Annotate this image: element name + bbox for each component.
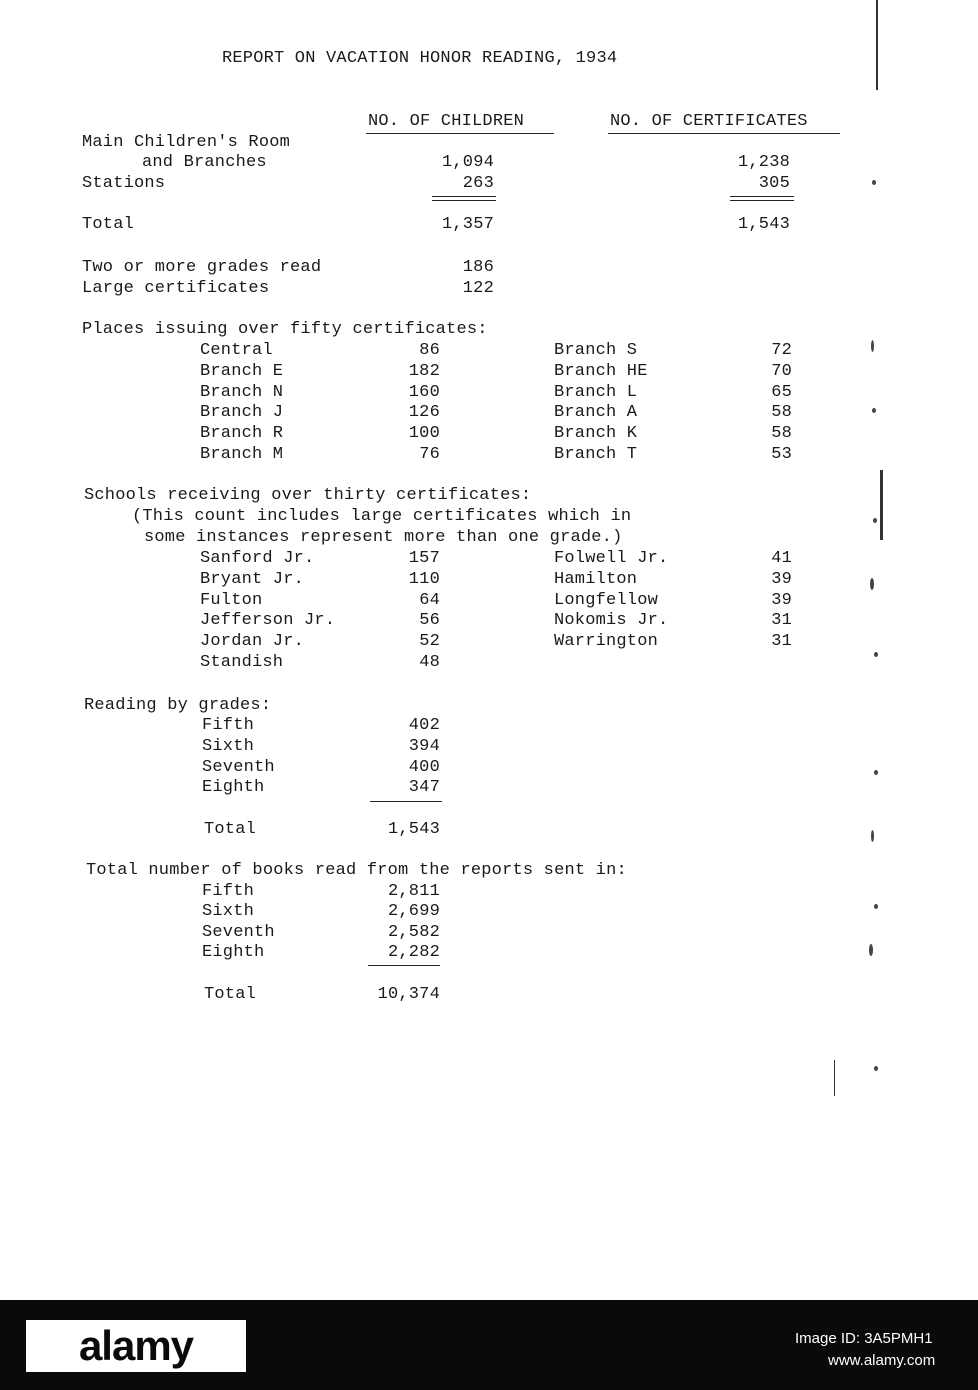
total-label: Total bbox=[82, 215, 135, 234]
scan-speck bbox=[869, 944, 873, 956]
school-name: Warrington bbox=[554, 632, 659, 651]
scan-speck bbox=[874, 904, 878, 909]
grade-name: Sixth bbox=[202, 737, 255, 756]
place-value: 53 bbox=[771, 445, 792, 464]
school-value: 39 bbox=[771, 570, 792, 589]
school-value: 39 bbox=[771, 591, 792, 610]
school-value: 56 bbox=[419, 611, 440, 630]
school-value: 110 bbox=[408, 570, 440, 589]
report-title: REPORT ON VACATION HONOR READING, 1934 bbox=[222, 49, 618, 68]
schools-note-line2: some instances represent more than one grade.) bbox=[144, 528, 623, 547]
grades-total-value: 1,543 bbox=[387, 820, 440, 839]
place-name: Branch R bbox=[200, 424, 284, 443]
scan-edge-line bbox=[834, 1060, 835, 1096]
scan-speck bbox=[871, 340, 874, 352]
books-total-rule bbox=[368, 965, 440, 966]
main-certificates-value: 1,238 bbox=[737, 153, 790, 172]
grades-total-label: Total bbox=[204, 820, 257, 839]
grade-value: 394 bbox=[408, 737, 440, 756]
place-name: Branch E bbox=[200, 362, 284, 381]
main-children-value: 1,094 bbox=[441, 153, 494, 172]
place-value: 72 bbox=[771, 341, 792, 360]
schools-note-line1: (This count includes large certificates which in bbox=[132, 507, 632, 526]
scan-speck bbox=[871, 830, 874, 842]
grades-heading: Reading by grades: bbox=[84, 696, 272, 715]
books-grade-value: 2,811 bbox=[387, 882, 440, 901]
school-name: Folwell Jr. bbox=[554, 549, 669, 568]
header-children: NO. OF CHILDREN bbox=[368, 112, 525, 131]
stations-certificates-value: 305 bbox=[758, 174, 790, 193]
place-value: 70 bbox=[771, 362, 792, 381]
school-name: Hamilton bbox=[554, 570, 638, 589]
place-value: 58 bbox=[771, 403, 792, 422]
place-name: Branch T bbox=[554, 445, 638, 464]
scan-speck bbox=[874, 1066, 878, 1071]
school-value: 31 bbox=[771, 632, 792, 651]
place-value: 100 bbox=[408, 424, 440, 443]
place-name: Branch K bbox=[554, 424, 638, 443]
place-value: 86 bbox=[419, 341, 440, 360]
school-name: Sanford Jr. bbox=[200, 549, 315, 568]
large-certificates-label: Large certificates bbox=[82, 279, 270, 298]
scan-speck bbox=[870, 578, 874, 590]
scan-speck bbox=[874, 770, 878, 775]
books-grade-name: Eighth bbox=[202, 943, 265, 962]
total-certificates-value: 1,543 bbox=[737, 215, 790, 234]
grade-name: Eighth bbox=[202, 778, 265, 797]
place-name: Branch L bbox=[554, 383, 638, 402]
books-grade-name: Seventh bbox=[202, 923, 275, 942]
books-total-label: Total bbox=[204, 985, 257, 1004]
place-value: 182 bbox=[408, 362, 440, 381]
place-value: 160 bbox=[408, 383, 440, 402]
scan-edge-line bbox=[876, 0, 878, 90]
grade-value: 402 bbox=[408, 716, 440, 735]
place-name: Branch M bbox=[200, 445, 284, 464]
school-name: Jefferson Jr. bbox=[200, 611, 336, 630]
schools-heading: Schools receiving over thirty certificates: bbox=[84, 486, 532, 505]
books-grade-value: 2,282 bbox=[387, 943, 440, 962]
places-heading: Places issuing over fifty certificates: bbox=[82, 320, 488, 339]
school-name: Fulton bbox=[200, 591, 263, 610]
scan-speck bbox=[873, 518, 877, 523]
school-value: 52 bbox=[419, 632, 440, 651]
branches-label: and Branches bbox=[142, 153, 267, 172]
place-value: 76 bbox=[419, 445, 440, 464]
header-certificates-underline bbox=[608, 133, 840, 134]
place-name: Central bbox=[200, 341, 273, 360]
image-id-text: Image ID: 3A5PMH1 bbox=[795, 1330, 933, 1347]
header-children-underline bbox=[366, 133, 554, 134]
place-name: Branch S bbox=[554, 341, 638, 360]
two-grades-label: Two or more grades read bbox=[82, 258, 322, 277]
grade-name: Fifth bbox=[202, 716, 255, 735]
place-name: Branch A bbox=[554, 403, 638, 422]
school-value: 41 bbox=[771, 549, 792, 568]
books-heading: Total number of books read from the reports sent in: bbox=[86, 861, 627, 880]
school-name: Nokomis Jr. bbox=[554, 611, 669, 630]
scan-speck bbox=[872, 408, 876, 413]
scan-speck bbox=[872, 180, 876, 185]
school-name: Longfellow bbox=[554, 591, 659, 610]
scan-speck bbox=[874, 652, 878, 657]
books-grade-value: 2,582 bbox=[387, 923, 440, 942]
total-children-value: 1,357 bbox=[441, 215, 494, 234]
school-value: 31 bbox=[771, 611, 792, 630]
school-name: Bryant Jr. bbox=[200, 570, 305, 589]
watermark-url: www.alamy.com bbox=[828, 1352, 936, 1369]
place-value: 65 bbox=[771, 383, 792, 402]
place-value: 126 bbox=[408, 403, 440, 422]
stations-children-value: 263 bbox=[462, 174, 494, 193]
certificates-total-rule bbox=[730, 196, 794, 201]
place-name: Branch J bbox=[200, 403, 284, 422]
place-name: Branch N bbox=[200, 383, 284, 402]
school-value: 157 bbox=[408, 549, 440, 568]
books-total-value: 10,374 bbox=[377, 985, 440, 1004]
stations-label: Stations bbox=[82, 174, 166, 193]
header-certificates: NO. OF CERTIFICATES bbox=[610, 112, 808, 131]
watermark-logo: alamy bbox=[26, 1320, 246, 1372]
school-value: 64 bbox=[419, 591, 440, 610]
grade-value: 400 bbox=[408, 758, 440, 777]
place-name: Branch HE bbox=[554, 362, 648, 381]
place-value: 58 bbox=[771, 424, 792, 443]
school-name: Standish bbox=[200, 653, 284, 672]
main-room-label: Main Children's Room bbox=[82, 133, 291, 152]
school-value: 48 bbox=[419, 653, 440, 672]
grade-value: 347 bbox=[408, 778, 440, 797]
books-grade-name: Sixth bbox=[202, 902, 255, 921]
scan-edge-line bbox=[880, 470, 883, 540]
children-total-rule bbox=[432, 196, 496, 201]
two-grades-value: 186 bbox=[462, 258, 494, 277]
school-name: Jordan Jr. bbox=[200, 632, 305, 651]
large-certificates-value: 122 bbox=[462, 279, 494, 298]
books-grade-name: Fifth bbox=[202, 882, 255, 901]
grades-total-rule bbox=[370, 801, 442, 802]
grade-name: Seventh bbox=[202, 758, 275, 777]
books-grade-value: 2,699 bbox=[387, 902, 440, 921]
